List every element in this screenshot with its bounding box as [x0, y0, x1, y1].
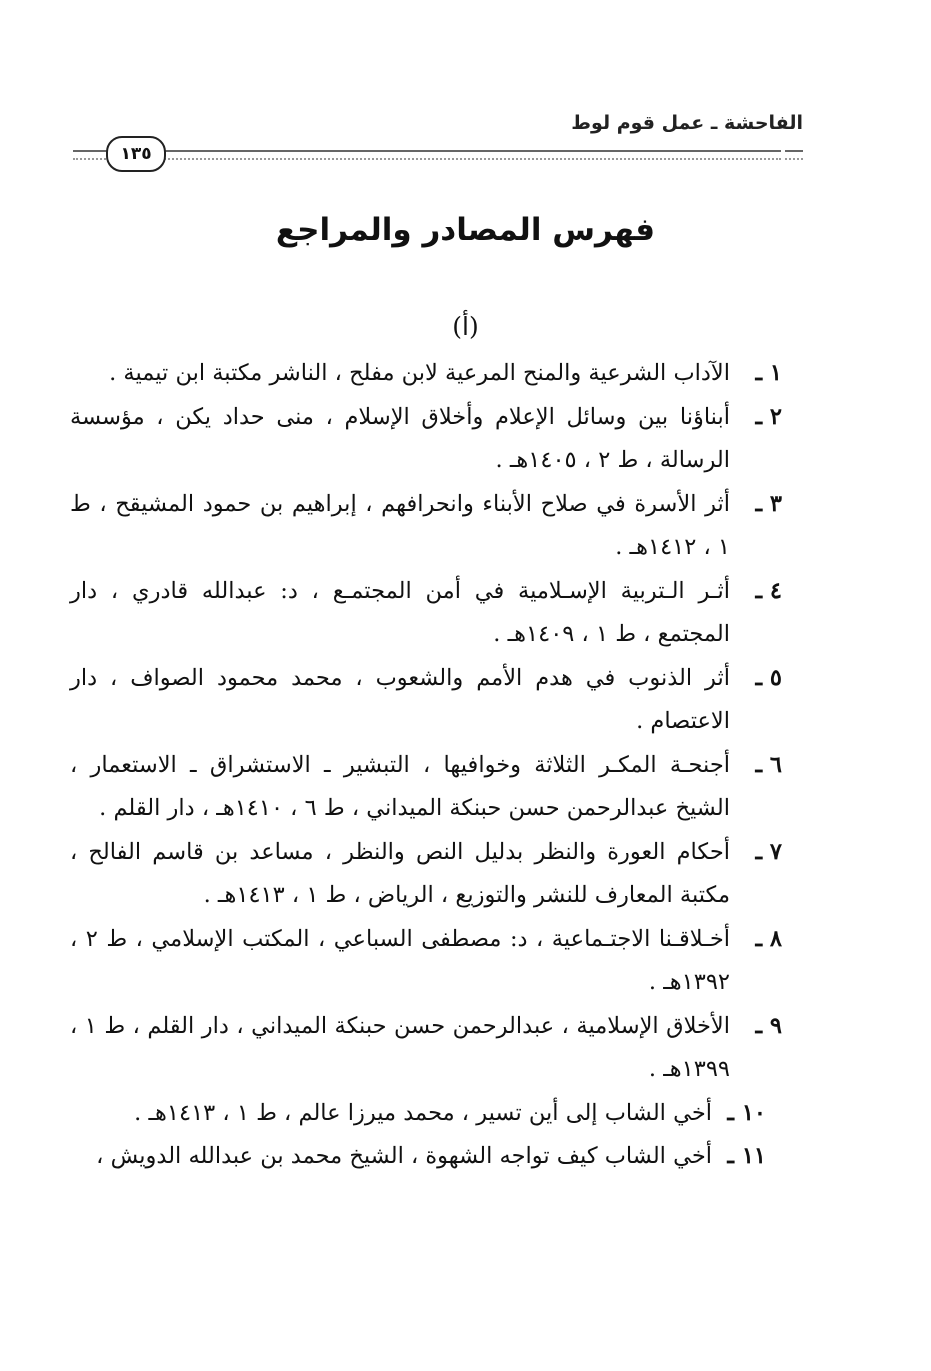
entry-text: أثر الأسرة في صلاح الأبناء وانحرافهم ، إبراهيم بن حمود المشيقح ، ط ١ ، ١٤١٢هـ .	[70, 490, 730, 560]
entry-number: ١١ ـ	[727, 1143, 766, 1169]
section-letter: (أ)	[452, 312, 479, 341]
entry-number: ١٠ ـ	[727, 1099, 766, 1126]
reference-entry-4	[70, 570, 782, 657]
references-list	[70, 352, 782, 1179]
entry-text: أجنحـة المكـر الثلاثة وخوافيها ، التبشير ـ الاستشراق ـ الاستعمار ، الشيخ عبدالرحمن حسن حبنكة الميداني ، ط ٦ ، ١٤١٠هـ ، دار القلم .	[70, 751, 730, 821]
entry-text: أخـلاقـنا الاجتـماعية ، د: مصطفى السباعي ، المكتب الإسلامي ، ط ٢ ، ١٣٩٢هـ .	[70, 925, 730, 995]
reference-entry-2	[70, 396, 782, 483]
entry-text: أخي الشاب إلى أين تسير ، محمد ميرزا عالم ، ط ١ ، ١٤١٣هـ .	[134, 1099, 712, 1126]
entry-text: أحكام العورة والنظر بدليل النص والنظر ، مساعد بن قاسم الفالح ، مكتبة المعارف للنشر والتوزيع ، الرياض ، ط ١ ، ١٤١٣هـ .	[70, 838, 730, 908]
entry-number: ٣ ـ	[755, 490, 782, 517]
entry-text: أبناؤنا بين وسائل الإعلام وأخلاق الإسلام ، منى حداد يكن ، مؤسسة الرسالة ، ط ٢ ، ١٤٠٥هـ .	[70, 403, 730, 473]
running-header: الفاحشة ـ عمل قوم لوط	[571, 112, 803, 134]
reference-entry-5	[70, 657, 782, 744]
entry-number: ٥ ـ	[755, 664, 782, 691]
entry-number: ٦ ـ	[755, 751, 782, 778]
reference-entry-9	[70, 1005, 782, 1092]
reference-entry-3	[70, 483, 782, 570]
reference-entry-6	[70, 744, 782, 831]
entry-number: ٧ ـ	[755, 838, 782, 865]
page-title: فهرس المصادر والمراجع	[275, 212, 656, 248]
entry-number: ٤ ـ	[755, 577, 782, 604]
entry-number: ٨ ـ	[755, 925, 782, 952]
reference-entry-11	[70, 1135, 782, 1179]
entry-number: ٢ ـ	[755, 403, 782, 430]
entry-text: الأخلاق الإسلامية ، عبدالرحمن حسن حبنكة الميداني ، دار القلم ، ط ١ ، ١٣٩٩هـ .	[70, 1012, 731, 1082]
reference-entry-10	[70, 1092, 782, 1136]
entry-text: الآداب الشرعية والمنح المرعية لابن مفلح ، الناشر مكتبة ابن تيمية .	[109, 360, 730, 386]
entry-text: أخي الشاب كيف تواجه الشهوة ، الشيخ محمد بن عبدالله الدويش ،	[96, 1143, 712, 1169]
reference-entry-7	[70, 831, 782, 918]
page-number: ١٣٥	[106, 136, 166, 172]
entry-text: أثر الذنوب في هدم الأمم والشعوب ، محمد محمود الصواف ، دار الاعتصام .	[70, 664, 730, 734]
header-rule-right	[785, 150, 803, 160]
entry-number: ١ ـ	[755, 360, 782, 386]
entry-number: ٩ ـ	[755, 1012, 782, 1039]
header-rule	[73, 150, 781, 160]
entry-text: أثـر الـتربية الإسـلامية في أمن المجتمـع ، د: عبدالله قادري ، دار المجتمع ، ط ١ ، ١٤٠٩هـ .	[70, 577, 730, 647]
header-rule-left	[78, 150, 108, 158]
reference-entry-8	[70, 918, 782, 1005]
reference-entry-1	[70, 352, 782, 396]
